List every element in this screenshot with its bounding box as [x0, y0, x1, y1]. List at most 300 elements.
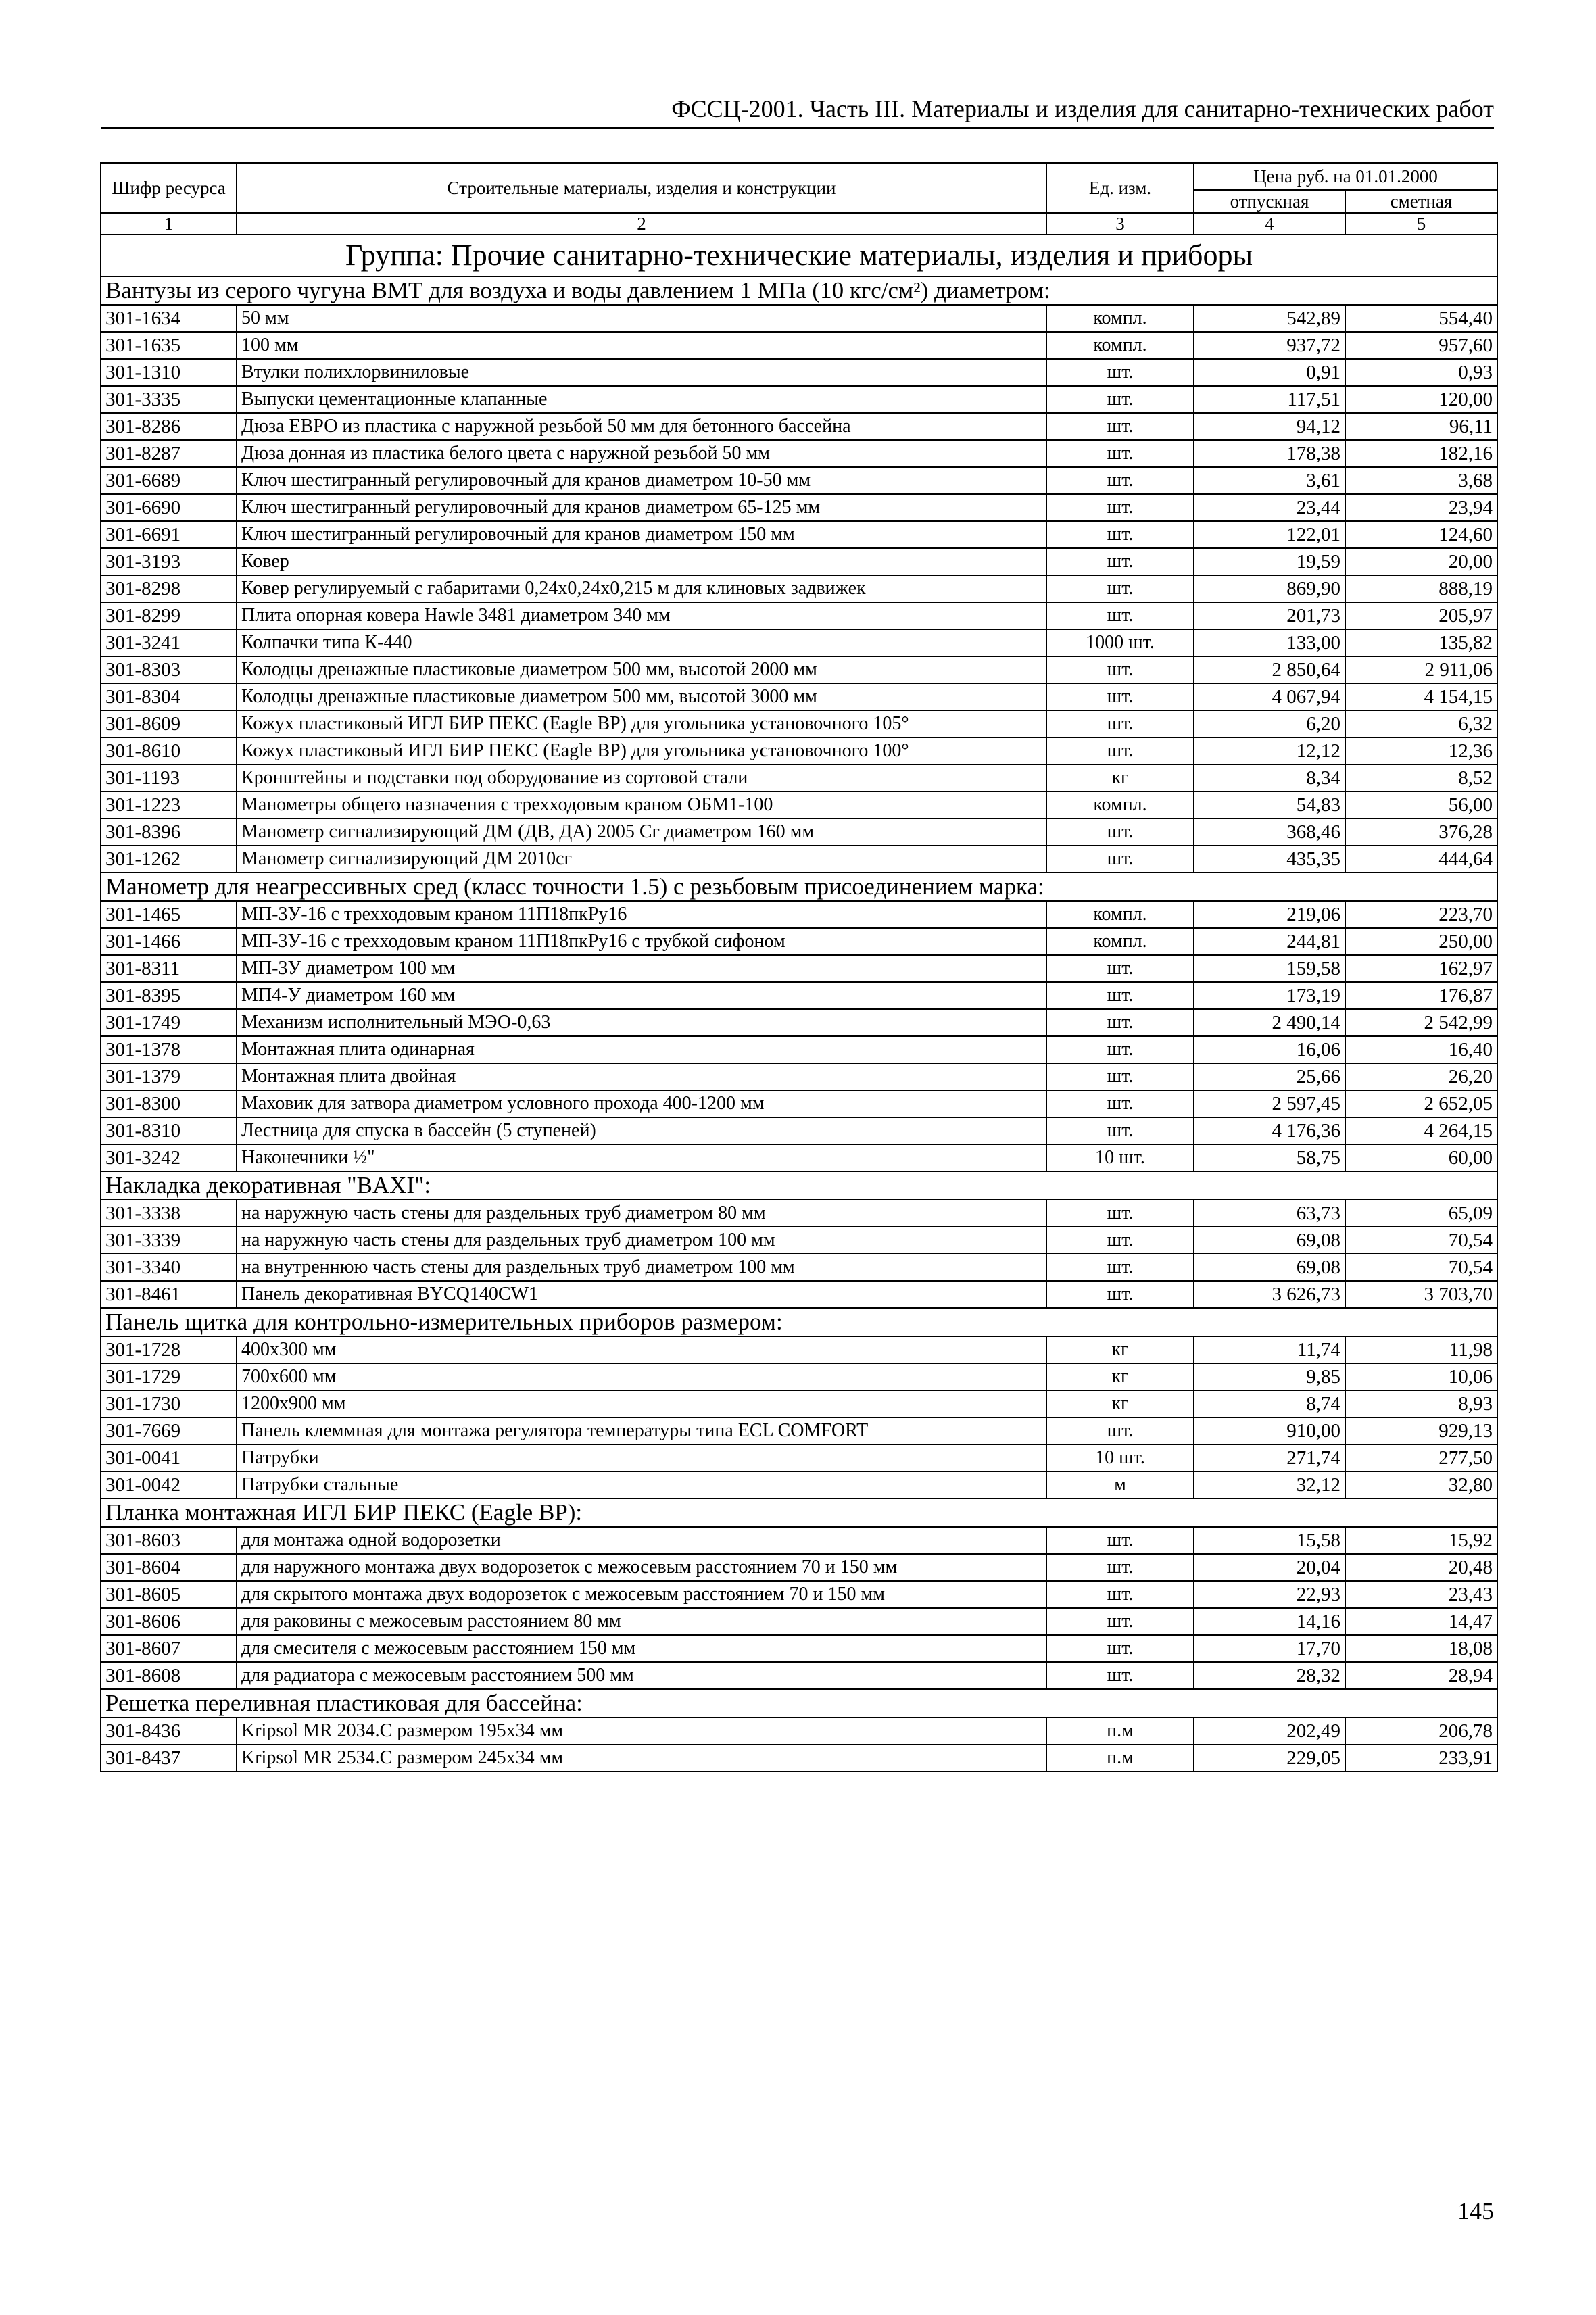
resource-code: 301-1729 — [101, 1363, 237, 1390]
price-estimate: 124,60 — [1345, 521, 1497, 548]
table-row — [101, 1581, 1497, 1608]
price-estimate: 888,19 — [1345, 575, 1497, 602]
item-name: Панель клеммная для монтажа регулятора температуры типа ECL COMFORT — [237, 1417, 1046, 1444]
table-row — [101, 548, 1497, 575]
page-header-title: ФССЦ-2001. Часть III. Материалы и изделия для санитарно-технических работ — [671, 95, 1494, 122]
item-name: Колпачки типа К-440 — [237, 629, 1046, 656]
header-code: Шифр ресурса — [101, 163, 237, 213]
item-name: для наружного монтажа двух водорозеток с межосевым расстоянием 70 и 150 мм — [237, 1554, 1046, 1581]
table-row — [101, 710, 1497, 737]
table-row — [101, 1117, 1497, 1144]
resource-code: 301-8299 — [101, 602, 237, 629]
price-estimate: 10,06 — [1345, 1363, 1497, 1390]
resource-code: 301-0041 — [101, 1444, 237, 1471]
table-row — [101, 1227, 1497, 1254]
resource-code: 301-8298 — [101, 575, 237, 602]
item-unit: п.м — [1046, 1745, 1194, 1772]
item-name: Выпуски цементационные клапанные — [237, 386, 1046, 413]
table-row — [101, 1281, 1497, 1308]
item-name: 400х300 мм — [237, 1336, 1046, 1363]
item-name: для скрытого монтажа двух водорозеток с межосевым расстоянием 70 и 150 мм — [237, 1581, 1046, 1608]
item-name: Патрубки — [237, 1444, 1046, 1471]
price-estimate: 23,43 — [1345, 1581, 1497, 1608]
price-estimate: 12,36 — [1345, 737, 1497, 764]
header-col-number: 2 — [237, 213, 1046, 235]
item-name: для радиатора с межосевым расстоянием 500 мм — [237, 1662, 1046, 1689]
table-row — [101, 901, 1497, 928]
item-name: 700х600 мм — [237, 1363, 1046, 1390]
item-unit: шт. — [1046, 1662, 1194, 1689]
table-row — [101, 764, 1497, 791]
price-release: 159,58 — [1194, 955, 1345, 982]
resource-code: 301-8461 — [101, 1281, 237, 1308]
table-row — [101, 1635, 1497, 1662]
price-release: 542,89 — [1194, 305, 1345, 332]
resource-code: 301-3241 — [101, 629, 237, 656]
item-unit: шт. — [1046, 1254, 1194, 1281]
resource-code: 301-3193 — [101, 548, 237, 575]
price-release: 94,12 — [1194, 413, 1345, 440]
price-estimate: 2 542,99 — [1345, 1009, 1497, 1036]
price-release: 4 176,36 — [1194, 1117, 1345, 1144]
subgroup-title: Манометр для неагрессивных сред (класс точности 1.5) с резьбовым присоединением марка: — [101, 873, 1497, 901]
table-header — [101, 163, 1497, 235]
item-unit: шт. — [1046, 575, 1194, 602]
table-row — [101, 1745, 1497, 1772]
item-unit: п.м — [1046, 1717, 1194, 1745]
table-row — [101, 1200, 1497, 1227]
price-estimate: 20,48 — [1345, 1554, 1497, 1581]
price-release: 63,73 — [1194, 1200, 1345, 1227]
item-unit: шт. — [1046, 1608, 1194, 1635]
item-name: Ключ шестигранный регулировочный для кранов диаметром 65-125 мм — [237, 494, 1046, 521]
resource-code: 301-1635 — [101, 332, 237, 359]
item-name: Колодцы дренажные пластиковые диаметром 500 мм, высотой 2000 мм — [237, 656, 1046, 683]
table-row — [101, 846, 1497, 873]
price-estimate: 135,82 — [1345, 629, 1497, 656]
item-name: для монтажа одной водорозетки — [237, 1527, 1046, 1554]
subgroup-row — [101, 1689, 1497, 1717]
table-row — [101, 1417, 1497, 1444]
resource-code: 301-3242 — [101, 1144, 237, 1171]
subgroup-title: Накладка декоративная "BAXI": — [101, 1171, 1497, 1200]
header-col-number: 4 — [1194, 213, 1345, 235]
resource-code: 301-1749 — [101, 1009, 237, 1036]
item-unit: компл. — [1046, 901, 1194, 928]
item-name: Кожух пластиковый ИГЛ БИР ПЕКС (Eagle BP) для угольника установочного 100° — [237, 737, 1046, 764]
item-unit: компл. — [1046, 332, 1194, 359]
table-row — [101, 575, 1497, 602]
price-release: 11,74 — [1194, 1336, 1345, 1363]
table-row — [101, 305, 1497, 332]
item-name: Ключ шестигранный регулировочный для кранов диаметром 150 мм — [237, 521, 1046, 548]
item-unit: шт. — [1046, 1527, 1194, 1554]
item-unit: м — [1046, 1471, 1194, 1498]
resource-code: 301-8396 — [101, 819, 237, 846]
resource-code: 301-8605 — [101, 1581, 237, 1608]
price-release: 58,75 — [1194, 1144, 1345, 1171]
table-row — [101, 494, 1497, 521]
item-name: Дюза ЕВРО из пластика с наружной резьбой 50 мм для бетонного бассейна — [237, 413, 1046, 440]
group-row — [101, 235, 1497, 276]
item-name: Механизм исполнительный МЭО-0,63 — [237, 1009, 1046, 1036]
price-estimate: 2 652,05 — [1345, 1090, 1497, 1117]
item-unit: компл. — [1046, 791, 1194, 819]
price-release: 117,51 — [1194, 386, 1345, 413]
item-unit: шт. — [1046, 386, 1194, 413]
price-estimate: 250,00 — [1345, 928, 1497, 955]
table-row — [101, 1527, 1497, 1554]
price-release: 28,32 — [1194, 1662, 1345, 1689]
resource-code: 301-1193 — [101, 764, 237, 791]
table-row — [101, 1717, 1497, 1745]
item-name: Манометры общего назначения с трехходовым краном ОБМ1-100 — [237, 791, 1046, 819]
price-release: 229,05 — [1194, 1745, 1345, 1772]
header-col-number: 1 — [101, 213, 237, 235]
item-name: на наружную часть стены для раздельных труб диаметром 80 мм — [237, 1200, 1046, 1227]
header-name: Строительные материалы, изделия и конструкции — [237, 163, 1046, 213]
table-row — [101, 359, 1497, 386]
price-release: 2 850,64 — [1194, 656, 1345, 683]
price-release: 122,01 — [1194, 521, 1345, 548]
subgroup-row — [101, 1308, 1497, 1336]
price-release: 16,06 — [1194, 1036, 1345, 1063]
page-number: 145 — [1457, 2197, 1494, 2224]
item-name: Манометр сигнализирующий ДМ 2010сг — [237, 846, 1046, 873]
resource-code: 301-8608 — [101, 1662, 237, 1689]
header-price: Цена руб. на 01.01.2000 — [1194, 163, 1497, 190]
price-estimate: 8,52 — [1345, 764, 1497, 791]
subgroup-row — [101, 873, 1497, 901]
item-name: Kripsol MR 2534.C размером 245х34 мм — [237, 1745, 1046, 1772]
price-estimate: 96,11 — [1345, 413, 1497, 440]
price-release: 12,12 — [1194, 737, 1345, 764]
resource-code: 301-8310 — [101, 1117, 237, 1144]
resource-code: 301-8287 — [101, 440, 237, 467]
item-unit: шт. — [1046, 359, 1194, 386]
resource-code: 301-1223 — [101, 791, 237, 819]
price-estimate: 376,28 — [1345, 819, 1497, 846]
price-estimate: 11,98 — [1345, 1336, 1497, 1363]
price-estimate: 56,00 — [1345, 791, 1497, 819]
resource-code: 301-1728 — [101, 1336, 237, 1363]
price-release: 133,00 — [1194, 629, 1345, 656]
item-unit: шт. — [1046, 602, 1194, 629]
resource-code: 301-8395 — [101, 982, 237, 1009]
table-row — [101, 386, 1497, 413]
table-row — [101, 1036, 1497, 1063]
resource-code: 301-3340 — [101, 1254, 237, 1281]
resource-code: 301-8304 — [101, 683, 237, 710]
resource-code: 301-1465 — [101, 901, 237, 928]
resource-code: 301-8606 — [101, 1608, 237, 1635]
price-estimate: 554,40 — [1345, 305, 1497, 332]
table-row — [101, 928, 1497, 955]
item-name: Плита опорная ковера Hawle 3481 диаметром 340 мм — [237, 602, 1046, 629]
price-release: 23,44 — [1194, 494, 1345, 521]
price-release: 69,08 — [1194, 1227, 1345, 1254]
price-release: 937,72 — [1194, 332, 1345, 359]
table-row — [101, 521, 1497, 548]
price-estimate: 8,93 — [1345, 1390, 1497, 1417]
price-estimate: 26,20 — [1345, 1063, 1497, 1090]
resource-code: 301-1466 — [101, 928, 237, 955]
item-name: Ковер — [237, 548, 1046, 575]
table-row — [101, 1390, 1497, 1417]
price-release: 173,19 — [1194, 982, 1345, 1009]
item-unit: шт. — [1046, 737, 1194, 764]
table-row — [101, 332, 1497, 359]
resource-code: 301-8604 — [101, 1554, 237, 1581]
price-estimate: 223,70 — [1345, 901, 1497, 928]
item-name: МП-3У-16 с трехходовым краном 11П18пкРу16 с трубкой сифоном — [237, 928, 1046, 955]
table-row — [101, 819, 1497, 846]
table-row — [101, 1336, 1497, 1363]
price-release: 8,34 — [1194, 764, 1345, 791]
price-release: 869,90 — [1194, 575, 1345, 602]
item-unit: шт. — [1046, 1200, 1194, 1227]
price-estimate: 23,94 — [1345, 494, 1497, 521]
resource-code: 301-1262 — [101, 846, 237, 873]
item-unit: шт. — [1046, 683, 1194, 710]
item-unit: шт. — [1046, 494, 1194, 521]
item-name: Колодцы дренажные пластиковые диаметром 500 мм, высотой 3000 мм — [237, 683, 1046, 710]
price-estimate: 18,08 — [1345, 1635, 1497, 1662]
item-unit: 10 шт. — [1046, 1444, 1194, 1471]
price-estimate: 3,68 — [1345, 467, 1497, 494]
header-col-number: 5 — [1345, 213, 1497, 235]
price-release: 54,83 — [1194, 791, 1345, 819]
resource-code: 301-3335 — [101, 386, 237, 413]
price-table — [100, 162, 1498, 1772]
resource-code: 301-6691 — [101, 521, 237, 548]
resource-code: 301-8300 — [101, 1090, 237, 1117]
header-col-number: 3 — [1046, 213, 1194, 235]
resource-code: 301-8603 — [101, 1527, 237, 1554]
table-row — [101, 413, 1497, 440]
price-release: 32,12 — [1194, 1471, 1345, 1498]
item-unit: шт. — [1046, 656, 1194, 683]
price-release: 25,66 — [1194, 1063, 1345, 1090]
item-name: МП-3У-16 с трехходовым краном 11П18пкРу16 — [237, 901, 1046, 928]
item-name: на наружную часть стены для раздельных труб диаметром 100 мм — [237, 1227, 1046, 1254]
price-release: 910,00 — [1194, 1417, 1345, 1444]
table-row — [101, 1009, 1497, 1036]
resource-code: 301-8610 — [101, 737, 237, 764]
price-estimate: 277,50 — [1345, 1444, 1497, 1471]
price-estimate: 65,09 — [1345, 1200, 1497, 1227]
price-release: 20,04 — [1194, 1554, 1345, 1581]
resource-code: 301-0042 — [101, 1471, 237, 1498]
header-unit: Ед. изм. — [1046, 163, 1194, 213]
item-unit: шт. — [1046, 819, 1194, 846]
table-row — [101, 1554, 1497, 1581]
resource-code: 301-1379 — [101, 1063, 237, 1090]
resource-code: 301-1634 — [101, 305, 237, 332]
table-row — [101, 656, 1497, 683]
item-name: для смесителя с межосевым расстоянием 150 мм — [237, 1635, 1046, 1662]
resource-code: 301-6689 — [101, 467, 237, 494]
price-estimate: 162,97 — [1345, 955, 1497, 982]
item-name: Ключ шестигранный регулировочный для кранов диаметром 10-50 мм — [237, 467, 1046, 494]
table-row — [101, 1444, 1497, 1471]
item-unit: компл. — [1046, 928, 1194, 955]
item-unit: 1000 шт. — [1046, 629, 1194, 656]
item-name: 50 мм — [237, 305, 1046, 332]
item-name: Дюза донная из пластика белого цвета с наружной резьбой 50 мм — [237, 440, 1046, 467]
item-unit: шт. — [1046, 548, 1194, 575]
subgroup-row — [101, 276, 1497, 305]
table-row — [101, 1662, 1497, 1689]
item-unit: кг — [1046, 764, 1194, 791]
table-row — [101, 737, 1497, 764]
subgroup-title: Планка монтажная ИГЛ БИР ПЕКС (Eagle BP): — [101, 1498, 1497, 1527]
table-row — [101, 629, 1497, 656]
price-release: 19,59 — [1194, 548, 1345, 575]
item-name: Монтажная плита двойная — [237, 1063, 1046, 1090]
price-release: 219,06 — [1194, 901, 1345, 928]
item-unit: шт. — [1046, 440, 1194, 467]
price-release: 368,46 — [1194, 819, 1345, 846]
price-release: 69,08 — [1194, 1254, 1345, 1281]
price-release: 3,61 — [1194, 467, 1345, 494]
item-unit: 10 шт. — [1046, 1144, 1194, 1171]
table-row — [101, 1254, 1497, 1281]
price-release: 202,49 — [1194, 1717, 1345, 1745]
price-release: 201,73 — [1194, 602, 1345, 629]
item-unit: шт. — [1046, 1036, 1194, 1063]
resource-code: 301-3339 — [101, 1227, 237, 1254]
resource-code: 301-8311 — [101, 955, 237, 982]
subgroup-row — [101, 1171, 1497, 1200]
table-row — [101, 955, 1497, 982]
price-estimate: 0,93 — [1345, 359, 1497, 386]
subgroup-title: Вантузы из серого чугуна ВМТ для воздуха и воды давлением 1 МПа (10 кгс/см²) диаметром: — [101, 276, 1497, 305]
price-release: 17,70 — [1194, 1635, 1345, 1662]
price-release: 22,93 — [1194, 1581, 1345, 1608]
table-row — [101, 602, 1497, 629]
table-row — [101, 467, 1497, 494]
group-title: Группа: Прочие санитарно-технические материалы, изделия и приборы — [101, 235, 1497, 276]
price-release: 9,85 — [1194, 1363, 1345, 1390]
item-unit: шт. — [1046, 710, 1194, 737]
item-unit: шт. — [1046, 1009, 1194, 1036]
subgroup-title: Панель щитка для контрольно-измерительных приборов размером: — [101, 1308, 1497, 1336]
price-release: 0,91 — [1194, 359, 1345, 386]
resource-code: 301-8286 — [101, 413, 237, 440]
item-unit: шт. — [1046, 955, 1194, 982]
price-estimate: 4 264,15 — [1345, 1117, 1497, 1144]
price-estimate: 6,32 — [1345, 710, 1497, 737]
table-row — [101, 440, 1497, 467]
price-estimate: 70,54 — [1345, 1227, 1497, 1254]
price-estimate: 205,97 — [1345, 602, 1497, 629]
table-row — [101, 791, 1497, 819]
item-name: Манометр сигнализирующий ДМ (ДВ, ДА) 2005 Сг диаметром 160 мм — [237, 819, 1046, 846]
resource-code: 301-3338 — [101, 1200, 237, 1227]
price-estimate: 957,60 — [1345, 332, 1497, 359]
table-body — [101, 235, 1497, 1772]
item-unit: кг — [1046, 1363, 1194, 1390]
resource-code: 301-8607 — [101, 1635, 237, 1662]
price-estimate: 28,94 — [1345, 1662, 1497, 1689]
item-unit: кг — [1046, 1390, 1194, 1417]
price-estimate: 20,00 — [1345, 548, 1497, 575]
price-estimate: 120,00 — [1345, 386, 1497, 413]
item-unit: шт. — [1046, 1417, 1194, 1444]
price-estimate: 206,78 — [1345, 1717, 1497, 1745]
item-unit: шт. — [1046, 1635, 1194, 1662]
item-name: Монтажная плита одинарная — [237, 1036, 1046, 1063]
price-estimate: 32,80 — [1345, 1471, 1497, 1498]
item-unit: шт. — [1046, 1581, 1194, 1608]
table-row — [101, 683, 1497, 710]
price-estimate: 70,54 — [1345, 1254, 1497, 1281]
item-name: 100 мм — [237, 332, 1046, 359]
resource-code: 301-6690 — [101, 494, 237, 521]
item-unit: шт. — [1046, 1117, 1194, 1144]
item-unit: шт. — [1046, 467, 1194, 494]
resource-code: 301-7669 — [101, 1417, 237, 1444]
price-estimate: 4 154,15 — [1345, 683, 1497, 710]
resource-code: 301-8437 — [101, 1745, 237, 1772]
item-unit: компл. — [1046, 305, 1194, 332]
price-estimate: 60,00 — [1345, 1144, 1497, 1171]
price-release: 2 490,14 — [1194, 1009, 1345, 1036]
price-release: 6,20 — [1194, 710, 1345, 737]
price-release: 178,38 — [1194, 440, 1345, 467]
header-price-estimate: сметная — [1345, 190, 1497, 213]
price-release: 4 067,94 — [1194, 683, 1345, 710]
price-estimate: 2 911,06 — [1345, 656, 1497, 683]
price-release: 244,81 — [1194, 928, 1345, 955]
table-row — [101, 982, 1497, 1009]
item-unit: шт. — [1046, 1227, 1194, 1254]
item-name: Панель декоративная BYCQ140CW1 — [237, 1281, 1046, 1308]
resource-code: 301-8303 — [101, 656, 237, 683]
item-unit: шт. — [1046, 1554, 1194, 1581]
item-unit: шт. — [1046, 846, 1194, 873]
price-estimate: 15,92 — [1345, 1527, 1497, 1554]
item-name: Маховик для затвора диаметром условного прохода 400-1200 мм — [237, 1090, 1046, 1117]
item-name: Наконечники ½" — [237, 1144, 1046, 1171]
item-unit: шт. — [1046, 1063, 1194, 1090]
table-row — [101, 1608, 1497, 1635]
price-estimate: 182,16 — [1345, 440, 1497, 467]
table-row — [101, 1471, 1497, 1498]
item-unit: шт. — [1046, 1090, 1194, 1117]
item-name: на внутреннюю часть стены для раздельных труб диаметром 100 мм — [237, 1254, 1046, 1281]
item-name: Лестница для спуска в бассейн (5 ступеней) — [237, 1117, 1046, 1144]
price-release: 271,74 — [1194, 1444, 1345, 1471]
price-estimate: 3 703,70 — [1345, 1281, 1497, 1308]
resource-code: 301-1310 — [101, 359, 237, 386]
price-release: 3 626,73 — [1194, 1281, 1345, 1308]
price-estimate: 444,64 — [1345, 846, 1497, 873]
table-row — [101, 1363, 1497, 1390]
item-name: Kripsol MR 2034.C размером 195х34 мм — [237, 1717, 1046, 1745]
item-name: для раковины с межосевым расстоянием 80 мм — [237, 1608, 1046, 1635]
price-estimate: 929,13 — [1345, 1417, 1497, 1444]
item-name: Патрубки стальные — [237, 1471, 1046, 1498]
table-row — [101, 1144, 1497, 1171]
item-name: Кожух пластиковый ИГЛ БИР ПЕКС (Eagle BP) для угольника установочного 105° — [237, 710, 1046, 737]
item-unit: шт. — [1046, 413, 1194, 440]
resource-code: 301-1730 — [101, 1390, 237, 1417]
item-unit: шт. — [1046, 521, 1194, 548]
price-release: 8,74 — [1194, 1390, 1345, 1417]
item-unit: шт. — [1046, 1281, 1194, 1308]
